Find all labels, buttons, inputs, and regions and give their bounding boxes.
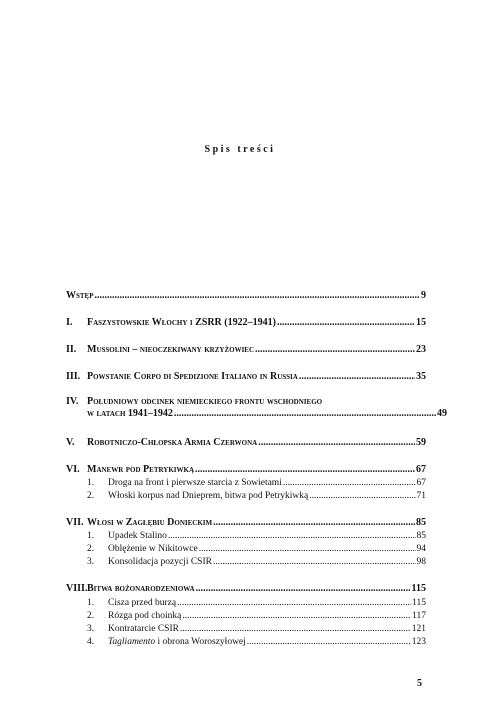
toc-subentry[interactable] — [66, 556, 426, 568]
leader-dots — [199, 543, 416, 555]
toc-entry-page: 9 — [421, 290, 426, 301]
toc-entry-page: 121 — [411, 624, 426, 634]
toc-subentry[interactable] — [66, 477, 426, 489]
toc-subentry[interactable] — [66, 543, 426, 555]
toc-entry-label: Cisza przed burzą — [108, 598, 177, 608]
toc-entry-page: 67 — [416, 478, 426, 488]
leader-dots — [95, 290, 420, 302]
toc-entry-page: 85 — [416, 531, 426, 541]
toc-subentry[interactable] — [66, 610, 426, 622]
toc-entry-label: Bitwa bożonarodzeniowa — [87, 583, 195, 594]
toc-entry-page: 49 — [437, 408, 447, 419]
toc-entry-page: 117 — [412, 611, 426, 621]
toc-entry-label: Południowy odcinek niemieckiego frontu wschodniego — [87, 396, 323, 407]
toc-entry-number: 1. — [87, 478, 95, 488]
toc-entry-page: 35 — [416, 371, 426, 382]
toc-entry-label — [108, 636, 246, 648]
toc-entry-label: Oblężenie w Nikitowce — [108, 544, 198, 554]
toc-entry-number: IV. — [66, 396, 79, 407]
toc-entry-chapter-4[interactable] — [66, 396, 447, 420]
toc-entry-page: 115 — [411, 583, 426, 594]
toc-entry-number: VII. — [66, 517, 84, 528]
toc-subentry[interactable] — [66, 597, 426, 609]
toc-entry-page: 98 — [416, 557, 426, 567]
toc-subentry[interactable] — [66, 490, 426, 502]
toc-entry-chapter-7[interactable] — [66, 517, 426, 529]
toc-entry-number: VIII. — [66, 583, 88, 594]
leader-dots — [174, 408, 436, 420]
toc-entry-number: 2. — [87, 491, 95, 501]
toc-subentry[interactable] — [66, 623, 426, 635]
toc-entry-chapter-2[interactable] — [66, 344, 426, 356]
leader-dots — [177, 597, 411, 609]
toc-entry-number: 2. — [87, 544, 95, 554]
leader-dots — [180, 623, 411, 635]
toc-entry-page: 115 — [412, 598, 426, 608]
toc-entry-chapter-3[interactable] — [66, 371, 426, 383]
toc-entry-number: 1. — [87, 531, 95, 541]
toc-entry-page: 15 — [416, 317, 426, 328]
toc-entry-number: III. — [66, 371, 81, 382]
toc-entry-chapter-6[interactable] — [66, 464, 426, 476]
toc-entry-page: 23 — [416, 344, 426, 355]
toc-entry-label: Faszystowskie Włochy i ZSRR (1922–1941) — [87, 317, 276, 328]
toc-entry-label: Włoski korpus nad Dnieprem, bitwa pod Petrykiwką — [108, 491, 309, 501]
toc-entry-page: 67 — [416, 464, 426, 475]
toc-entry-label: Upadek Stalino — [108, 531, 167, 541]
toc-entry-number: 3. — [87, 557, 95, 567]
toc-entry-label: Manewr pod Petrykiwką — [87, 464, 195, 475]
toc-entry-page: 59 — [416, 437, 426, 448]
toc-entry-number: V. — [66, 437, 75, 448]
toc-entry-page: 94 — [416, 544, 426, 554]
toc-entry-label: Droga na front i pierwsze starcia z Sowietami — [108, 478, 282, 488]
leader-dots — [255, 344, 415, 356]
leader-dots — [196, 583, 411, 595]
toc-entry-number: 3. — [87, 624, 95, 634]
leader-dots — [195, 464, 415, 476]
leader-dots — [168, 530, 416, 542]
toc-entry-label: Kontratarcie CSIR — [108, 624, 179, 634]
leader-dots — [258, 437, 415, 449]
leader-dots — [213, 556, 416, 568]
toc-entry-label: Konsolidacja pozycji CSIR — [108, 557, 212, 567]
toc-entry-chapter-5[interactable] — [66, 437, 426, 449]
leader-dots — [277, 317, 415, 329]
page-title: Spis treści — [204, 144, 276, 155]
toc-entry-label-italic: Tagliamento — [108, 637, 156, 647]
leader-dots — [299, 371, 415, 383]
page-number: 5 — [417, 678, 422, 689]
toc-entry-chapter-1[interactable] — [66, 317, 426, 329]
leader-dots — [283, 477, 416, 489]
toc-entry-label: Mussolini – nieoczekiwany krzyżowiec — [87, 344, 255, 355]
toc-entry-label-rest: i obrona Woroszyłowej — [155, 637, 246, 647]
toc-entry-label: Robotniczo-Chłopska Armia Czerwona — [87, 437, 258, 448]
toc-entry-label: Wstęp — [66, 290, 94, 301]
leader-dots — [247, 636, 411, 648]
toc-entry-number: VI. — [66, 464, 80, 475]
leader-dots — [182, 610, 411, 622]
toc-entry-page: 85 — [416, 517, 426, 528]
leader-dots — [213, 517, 415, 529]
leader-dots — [309, 490, 415, 502]
toc-entry-number: 1. — [87, 598, 95, 608]
toc-subentry[interactable] — [66, 636, 426, 648]
toc-entry-label: Włosi w Zagłębiu Donieckim — [87, 517, 213, 528]
toc-entry-number: 4. — [87, 637, 95, 647]
toc-entry-label: Powstanie Corpo di Spedizione Italiano in Russia — [87, 371, 298, 382]
toc-entry-intro[interactable] — [66, 290, 426, 302]
toc-entry-number: I. — [66, 317, 73, 328]
toc-entry-number: 2. — [87, 611, 95, 621]
toc-entry-number: II. — [66, 344, 77, 355]
toc-entry-page: 71 — [416, 491, 426, 501]
toc-subentry[interactable] — [66, 530, 426, 542]
toc-entry-page: 123 — [411, 637, 426, 647]
toc-entry-label: Rózga pod choinką — [108, 611, 182, 621]
toc-entry-chapter-8[interactable] — [66, 583, 426, 595]
toc-entry-label-continued: w latach 1941–1942 — [87, 408, 173, 419]
